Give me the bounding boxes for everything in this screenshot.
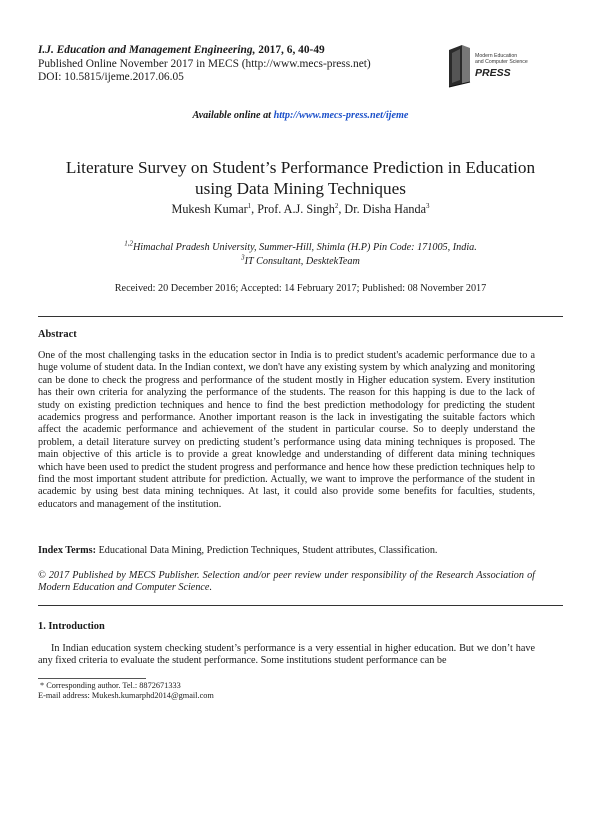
author-3: , Dr. Disha Handa [338, 202, 426, 216]
affiliation-1-text: Himachal Pradesh University, Summer-Hill, Shimla (H.P) Pin Code: 171005, India. [132, 242, 477, 253]
abstract-text: One of the most challenging tasks in the education sector in India is to predict student's academic performance due to a huge volume of student data. In the Indian context, we don't have any existing system by which analyzing and monitoring can be done to check the progress and performance of the student mostly in Higher education system. Every institution has their own criteria for analyzing the performance of the students. The reason for this happing is due to the lack of study on existing prediction techniques and hence to find the best prediction methodology for predicting the student academics progress and performance. Another important reason is the lack in investigating the suitable factors which affect the academic performance and achievement of the student in particular course. So to deeply understand the problem, a detail literature survey on predicting student’s performance using data mining techniques is proposed. The main objective of this article is to provide a great knowledge and understanding of different data mining techniques which have been used to predict the student progress and performance and hence how these prediction techniques help to find the most important student attribute for prediction. Actually, we want to improve the performance of the student in academic by using best data mining techniques. At last, it could also provide some benefits for faculties, students, educators and management of the institution. [38, 350, 535, 510]
corresponding-author: * Corresponding author. Tel.: 8872671333 [40, 681, 181, 690]
affiliation-1 [0, 241, 601, 255]
footnote-rule [38, 678, 146, 679]
author-2-affil: 2 [334, 201, 339, 210]
affiliation-2-text: IT Consultant, DesktekTeam [244, 255, 360, 267]
author-1-affil: 1 [247, 201, 252, 210]
publisher-logo [446, 42, 558, 92]
availability-line [0, 110, 601, 121]
index-terms-text: Educational Data Mining, Prediction Techniques, Student attributes, Classification. [96, 545, 438, 556]
introduction-heading: 1. Introduction [38, 621, 105, 632]
paper-title [20, 157, 581, 199]
published-online: Published Online November 2017 in MECS (http://www.mecs-press.net) [38, 57, 371, 70]
divider-bottom [38, 605, 563, 606]
author-1: Mukesh Kumar [171, 202, 248, 216]
title-line-2: using Data Mining Techniques [195, 179, 406, 198]
logo-line-1: Modern Education [475, 53, 518, 59]
doi: DOI: 10.5815/ijeme.2017.06.05 [38, 71, 184, 84]
logo-press: PRESS [475, 67, 511, 79]
introduction-text: In Indian education system checking student’s performance is a very essential in higher education. But we don’t have any fixed criteria to evaluate the student performance. Some institutions student performance can be [38, 643, 535, 667]
journal-link[interactable]: http://www.mecs-press.net/ijeme [273, 110, 409, 121]
book-logo-icon [446, 44, 474, 88]
footnote [38, 681, 214, 702]
affiliation-1-marker: 1,2 [124, 239, 133, 248]
logo-line-2: and Computer Science [475, 59, 528, 65]
journal-header [38, 44, 371, 85]
copyright-notice: © 2017 Published by MECS Publisher. Selection and/or peer review under responsibility of the Research Association of Modern Education and Computer Science. [38, 570, 535, 594]
author-3-affil: 3 [425, 201, 430, 210]
author-email: E-mail address: Mukesh.kumarphd2014@gmail.com [38, 691, 214, 701]
divider-top [38, 316, 563, 317]
index-terms-label: Index Terms: [38, 545, 97, 556]
availability-prefix: Available online at [192, 110, 274, 121]
affiliation-2-marker: 3 [241, 253, 245, 262]
author-2: , Prof. A.J. Singh [251, 202, 335, 216]
journal-citation [38, 44, 371, 58]
submission-dates: Received: 20 December 2016; Accepted: 14 February 2017; Published: 08 November 2017 [114, 283, 487, 294]
journal-volume: 2017, 6, 40-49 [255, 44, 325, 56]
index-terms [38, 545, 535, 557]
journal-title: I.J. Education and Management Engineering, [38, 44, 256, 56]
affiliation-2 [0, 255, 601, 269]
affiliations [0, 241, 601, 268]
title-line-1: Literature Survey on Student’s Performance Prediction in Education [65, 158, 536, 177]
abstract-heading: Abstract [38, 329, 77, 340]
author-list [0, 202, 601, 217]
